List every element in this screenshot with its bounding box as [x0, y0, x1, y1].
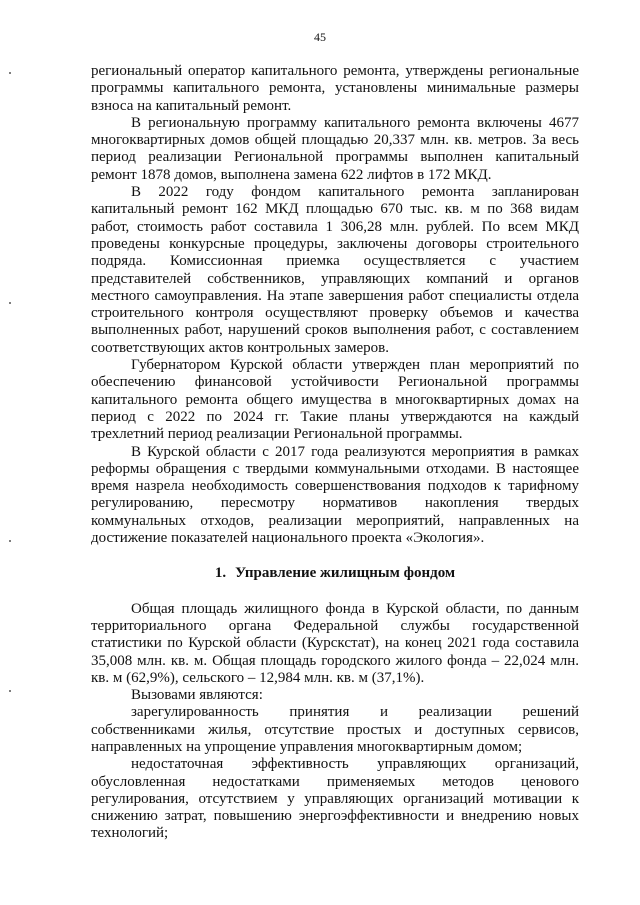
scan-edge-mark — [9, 690, 11, 692]
document-body — [91, 63, 579, 843]
scan-edge-mark — [9, 302, 11, 304]
paragraph: В 2022 году фондом капитального ремонта запланирован капитальный ремонт 162 МКД площадью 670 тыс. кв. м по 368 видам работ, стоимость работ составила 1 306,28 млн. рублей. По всем МКД проведены конкурсные процедуры, заключены договоры строительного подряда. Комиссионная приемка осуществляется с участием представителей собственников, управляющих компаний и органов местного самоуправления. На этапе завершения работ специалисты отдела строительного контроля осуществляют проверку объемов и качества выполненных работ, нарушений сроков выполнения работ, с составлением соответствующих актов контрольных замеров. — [91, 184, 579, 356]
paragraph: Губернатором Курской области утвержден план мероприятий по обеспечению финансовой устойчивости Региональной программы капитального ремонта общего имущества в многоквартирных домах на период с 2022 по 2024 гг. Такие планы утверждаются на каждый трехлетний период реализации Региональной программы. — [91, 357, 579, 443]
scan-edge-mark — [9, 72, 11, 74]
paragraph: региональный оператор капитального ремонта, утверждены региональные программы капитального ремонта, установлены минимальные размеры взноса на капитальный ремонт. — [91, 63, 579, 114]
section-number: 1. — [214, 565, 227, 582]
section-title: Управление жилищным фондом — [235, 565, 456, 582]
list-item: недостаточная эффективность управляющих организаций, обусловленная недостатками применяемых методов ценового регулирования, отсутствием у управляющих организаций мотивации к снижению затрат, повышению энергоэффективности и внедрению новых технологий; — [91, 756, 579, 842]
paragraph: Общая площадь жилищного фонда в Курской области, по данным территориального органа Федеральной службы государственной статистики по Курской области (Курскстат), на конец 2021 года составила 35,008 млн. кв. м. Общая площадь городского жилого фонда – 22,024 млн. кв. м (62,9%), сельского – 12,984 млн. кв. м (37,1%). — [91, 600, 579, 686]
page-number: 45 — [314, 30, 326, 44]
paragraph: В Курской области с 2017 года реализуются мероприятия в рамках реформы обращения с твердыми коммунальными отходами. В настоящее время назрела необходимость совершенствования подходов к тарифному регулированию, пересмотру нормативов накопления твердых коммунальных отходов, реализации мероприятий, направленных на достижение показателей национального проекта «Экология». — [91, 443, 579, 547]
paragraph: В региональную программу капитального ремонта включены 4677 многоквартирных домов общей площадью 20,337 млн. кв. метров. За весь период реализации Региональной программы выполнен капитальный ремонт 1878 домов, выполнена замена 622 лифтов в 172 МКД. — [91, 114, 579, 183]
list-item: зарегулированность принятия и реализации решений собственниками жилья, отсутствие простых и доступных сервисов, направленных на упрощение управления многоквартирным домом; — [91, 704, 579, 755]
paragraph: Вызовами являются: — [131, 687, 263, 704]
section-heading — [91, 565, 579, 582]
scan-edge-mark — [9, 540, 11, 542]
